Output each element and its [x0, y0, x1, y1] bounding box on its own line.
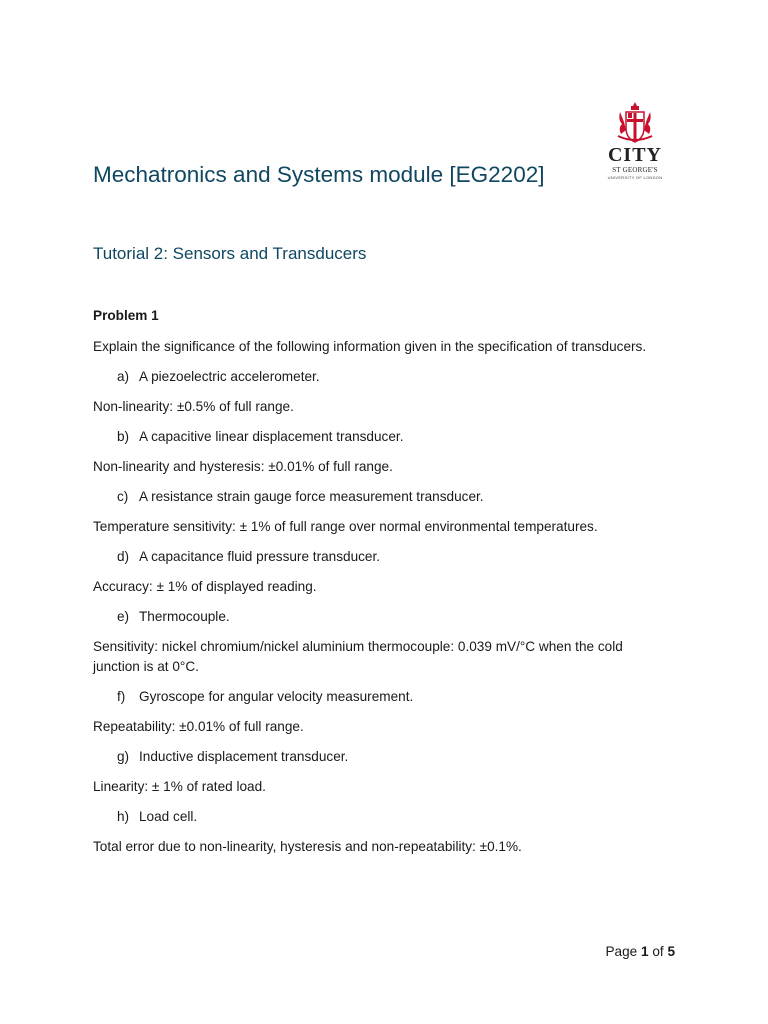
item-spec: Total error due to non-linearity, hysteresis and non-repeatability: ±0.1%. — [93, 839, 522, 854]
item-label: e) — [117, 609, 130, 624]
list-item — [93, 687, 673, 707]
item-spec: Accuracy: ± 1% of displayed reading. — [93, 579, 317, 594]
item-spec: Non-linearity: ±0.5% of full range. — [93, 399, 294, 414]
list-item — [93, 427, 673, 447]
problem-heading: Problem 1 — [93, 308, 159, 323]
total-pages: 5 — [667, 944, 675, 959]
item-text: Load cell. — [139, 809, 198, 824]
item-label: d) — [117, 549, 130, 564]
list-item — [93, 807, 673, 827]
logo-st-georges-text: ST GEORGE'S — [612, 166, 658, 174]
tutorial-subtitle: Tutorial 2: Sensors and Transducers — [93, 244, 367, 263]
list-item — [93, 747, 673, 767]
item-label: h) — [117, 809, 130, 824]
item-text: Thermocouple. — [139, 609, 230, 624]
of-word: of — [652, 944, 664, 959]
item-label: a) — [117, 369, 130, 384]
item-text: Inductive displacement transducer. — [139, 749, 349, 764]
item-text: A capacitive linear displacement transducer. — [139, 429, 404, 444]
crest-icon — [604, 98, 666, 146]
item-spec: Linearity: ± 1% of rated load. — [93, 779, 266, 794]
item-text: A capacitance fluid pressure transducer. — [139, 549, 381, 564]
item-text: Gyroscope for angular velocity measurement. — [139, 689, 414, 704]
item-spec: Temperature sensitivity: ± 1% of full range over normal environmental temperatures. — [93, 519, 598, 534]
item-spec: Repeatability: ±0.01% of full range. — [93, 719, 304, 734]
item-label: c) — [117, 489, 129, 504]
module-title: Mechatronics and Systems module [EG2202] — [93, 162, 545, 187]
logo-city-text: CITY — [607, 144, 662, 166]
item-label: f) — [117, 689, 126, 704]
item-label: b) — [117, 429, 130, 444]
list-item — [93, 547, 673, 567]
problem-intro: Explain the significance of the following information given in the specification of transducers. — [93, 339, 647, 354]
list-item — [93, 487, 673, 507]
item-text: A piezoelectric accelerometer. — [139, 369, 320, 384]
page-number — [605, 944, 675, 959]
current-page: 1 — [640, 944, 649, 959]
list-item — [93, 367, 673, 387]
list-item — [93, 607, 673, 627]
problem-content — [93, 306, 673, 867]
item-spec: Sensitivity: nickel chromium/nickel aluminium thermocouple: 0.039 mV/°C when the cold junction is at 0°C. — [93, 639, 623, 674]
university-logo — [604, 98, 666, 186]
page-word: Page — [605, 944, 638, 959]
item-text: A resistance strain gauge force measurement transducer. — [139, 489, 484, 504]
item-label: g) — [117, 749, 130, 764]
item-spec: Non-linearity and hysteresis: ±0.01% of full range. — [93, 459, 393, 474]
logo-university-text: UNIVERSITY OF LONDON — [607, 175, 663, 180]
